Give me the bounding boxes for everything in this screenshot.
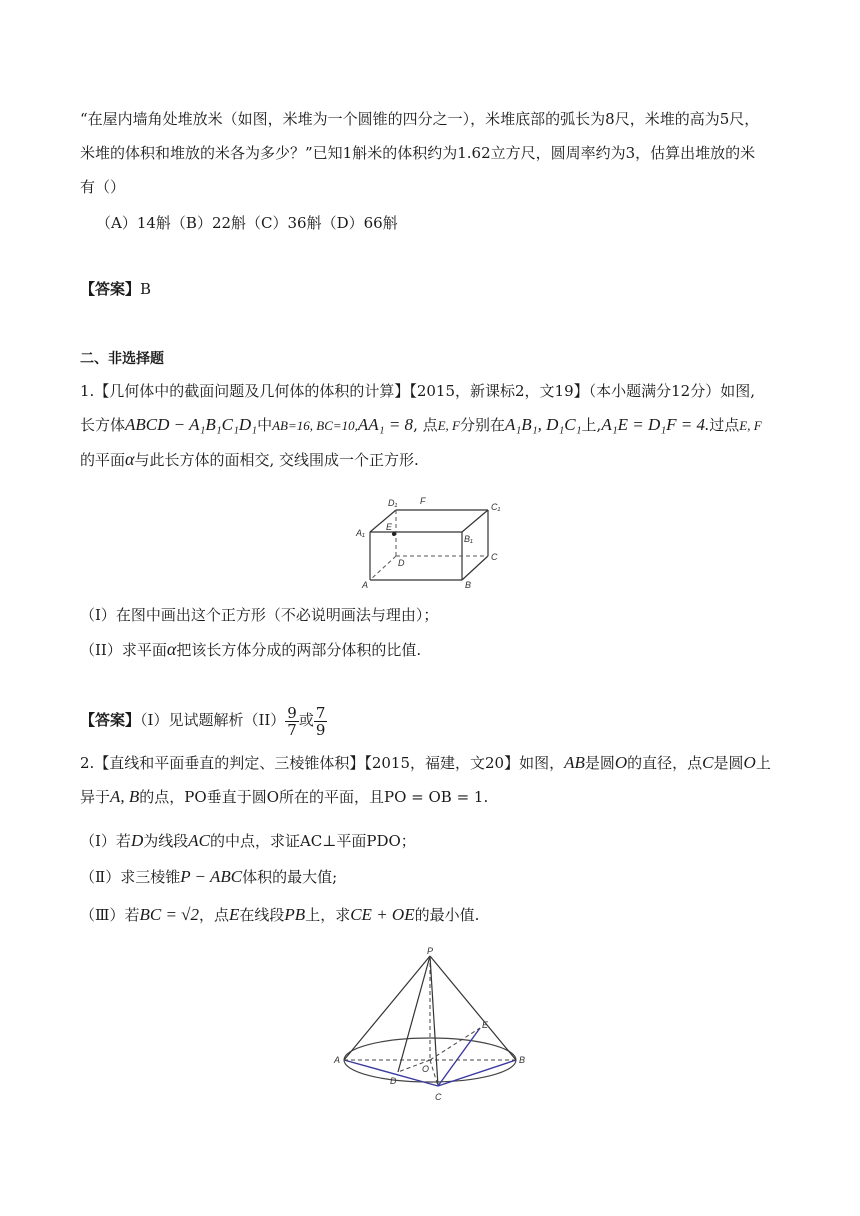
alpha-symbol: α [125, 449, 135, 469]
p1-text: 长方体 [80, 416, 126, 434]
p2-text: 的最小值. [414, 906, 480, 924]
p2-math: O [743, 753, 756, 772]
label-f: F [420, 496, 426, 506]
answer-text: （I）见试题解析（II） [140, 711, 286, 729]
p2-math: P − ABC [180, 867, 243, 886]
fraction-9-7 [285, 705, 299, 738]
p2-sub3 [80, 904, 479, 926]
p1-math: A₁E = D₁F = 4. [601, 415, 710, 434]
p1-math: E, F [739, 418, 762, 433]
p2-math: BC = √2 [139, 905, 199, 924]
point-e [392, 532, 396, 536]
p2-text: 上，求 [305, 906, 351, 924]
p2-math: AB [564, 753, 585, 772]
p2-text: 体积的最大值; [242, 868, 338, 886]
p1-text: 的平面 [80, 451, 126, 469]
answer-label: 【答案】 [80, 280, 141, 298]
q-intro-line3: 有（） [80, 178, 126, 196]
p2-line1 [80, 752, 771, 774]
label-d: D [390, 1076, 397, 1086]
p1-math: A₁B₁, D₁C₁ [505, 415, 582, 434]
p2-line2 [80, 786, 488, 808]
p2-text: 是圆 [584, 754, 615, 772]
p1-sub1: （I）在图中画出这个正方形（不必说明画法与理由）； [80, 606, 439, 624]
frac-num: 7 [315, 703, 326, 722]
fraction-7-9 [314, 705, 328, 738]
p2-math: C [702, 753, 714, 772]
p2-text: 上 [755, 754, 771, 772]
answer-2 [80, 704, 327, 738]
p1-math: AA₁ = 8 [357, 415, 414, 434]
section-title: 二、非选择题 [80, 351, 164, 367]
p2-text: 在线段 [239, 906, 285, 924]
p1-math: ABCD − A₁B₁C₁D₁ [125, 415, 258, 434]
label-d1: D₁ [388, 498, 398, 508]
p2-math: PB [284, 905, 306, 924]
p2-text: ，点 [199, 906, 230, 924]
q-options: （A）14斛（B）22斛（C）36斛（D）66斛 [96, 214, 398, 232]
p1-math: AB=16, BC=10, [272, 418, 358, 433]
p1-line1: 1.【几何体中的截面问题及几何体的体积的计算】【2015，新课标2，文19】（本小题满分12分）如图, [80, 382, 755, 400]
p2-text: 为线段 [143, 832, 189, 850]
p1-text: 把该长方体分成的两部分体积的比值. [176, 641, 422, 659]
label-c: C [491, 552, 498, 562]
figure-cone [330, 946, 530, 1106]
p2-text: （Ⅰ）若 [80, 832, 131, 850]
p2-math: AC [188, 831, 210, 850]
answer-text: 或 [298, 711, 314, 729]
label-b1: B₁ [464, 534, 473, 544]
figure-cuboid [352, 492, 512, 592]
p2-text: 的点，PO垂直于圆O所在的平面，且PO = OB = 1. [139, 788, 489, 806]
p2-math: O [614, 753, 628, 772]
frac-num: 9 [287, 703, 297, 722]
p1-text: 中 [257, 416, 273, 434]
p2-text: （Ⅱ）求三棱锥 [80, 868, 181, 886]
label-c: C [435, 1092, 442, 1102]
p2-text: 异于 [80, 788, 111, 806]
p2-text: 的中点，求证AC⊥平面PDO； [209, 832, 416, 850]
p1-text: 过点 [709, 416, 740, 434]
frac-den: 9 [315, 720, 326, 739]
p2-math: E [229, 905, 240, 924]
p1-text: 分别在 [460, 416, 506, 434]
p1-text: , 点 [413, 416, 438, 434]
p2-text: （Ⅲ）若 [80, 906, 140, 924]
label-a: A [334, 1055, 341, 1065]
q-intro-line2: 米堆的体积和堆放的米各为多少？”已知1斛米的体积约为1.62立方尺，圆周率约为3，估算出堆放的米 [80, 144, 756, 162]
p2-math: D [130, 831, 144, 850]
p2-sub1 [80, 830, 416, 852]
label-b: B [465, 580, 472, 590]
label-e: E [386, 522, 393, 532]
answer-1 [80, 278, 151, 300]
p2-text: 是圆 [713, 754, 744, 772]
label-a1: A₁ [356, 528, 365, 538]
p1-line3 [80, 448, 419, 471]
p1-math: E, F [437, 418, 460, 433]
p1-sub2 [80, 638, 421, 661]
frac-den: 7 [287, 720, 297, 739]
label-b: B [519, 1055, 526, 1065]
label-c1: C₁ [491, 502, 501, 512]
p1-text: 上, [581, 416, 602, 434]
p1-text: （II）求平面 [80, 641, 167, 659]
p2-math: CE + OE [350, 905, 415, 924]
answer-value: B [140, 280, 152, 298]
label-a: A [362, 580, 369, 590]
p2-sub2 [80, 866, 337, 888]
answer-label: 【答案】 [80, 711, 141, 729]
label-e: E [482, 1020, 489, 1030]
alpha-symbol: α [166, 639, 177, 659]
p1-line2 [80, 414, 762, 437]
p2-text: 2.【直线和平面垂直的判定、三棱锥体积】【2015，福建，文20】如图， [80, 754, 565, 772]
label-p: P [427, 946, 434, 956]
label-o: O [422, 1064, 430, 1074]
p2-text: 的直径，点 [627, 754, 703, 772]
p1-text: 与此长方体的面相交, 交线围成一个正方形. [134, 451, 419, 469]
p2-math: A, B [110, 787, 140, 806]
label-d: D [398, 558, 405, 568]
q-intro-line1: “在屋内墙角处堆放米（如图，米堆为一个圆锥的四分之一），米堆底部的弧长为8尺，米堆的高为5尺， [80, 110, 760, 128]
